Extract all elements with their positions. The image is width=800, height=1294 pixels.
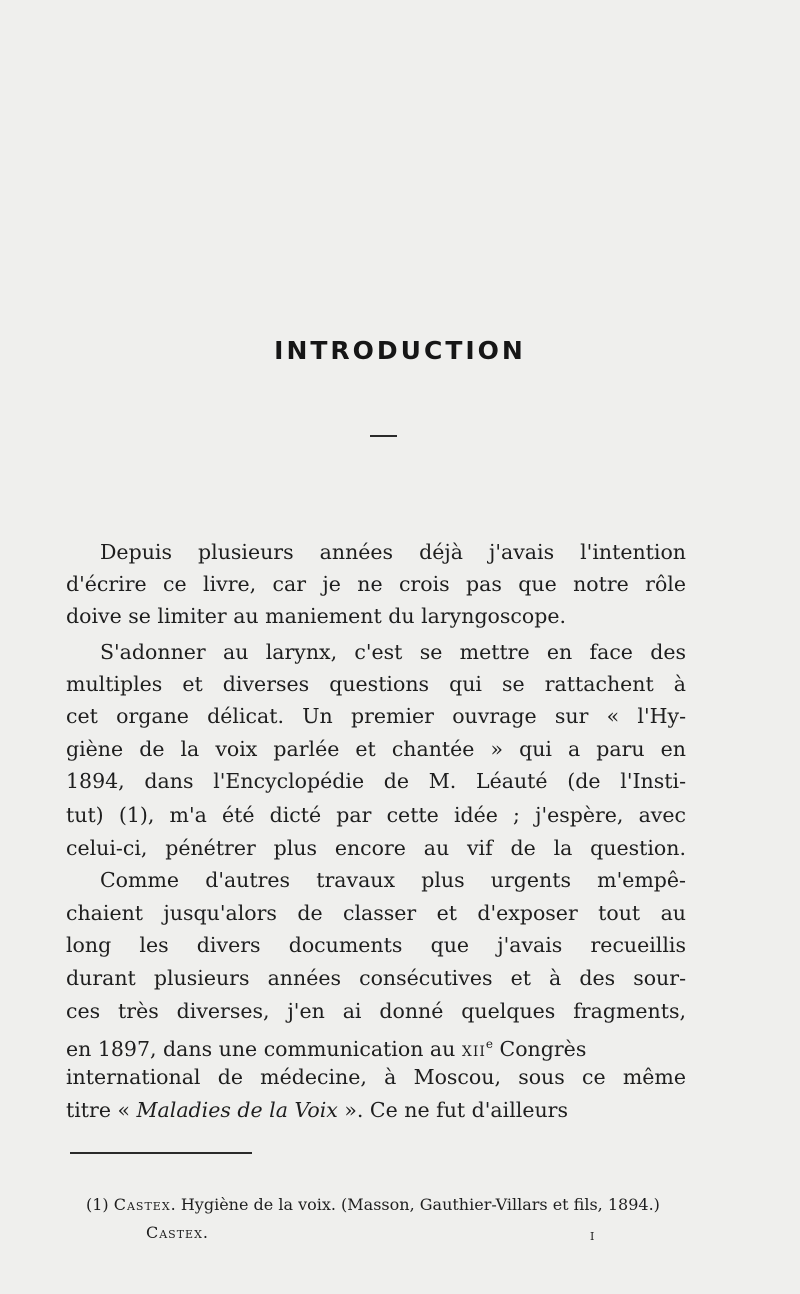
text-line: d'écrire ce livre, car je ne crois pas que notre rôle (66, 572, 686, 596)
text-line: chaient jusqu'alors de classer et d'exposer tout au (66, 901, 686, 925)
footnote-rule (70, 1152, 252, 1154)
text-line (66, 1094, 686, 1126)
roman-numeral: xii (461, 1036, 486, 1061)
text-line: Depuis plusieurs années déjà j'avais l'intention (100, 540, 686, 564)
text-line: ces très diverses, j'en ai donné quelques fragments, (66, 999, 686, 1023)
page-number: i (590, 1226, 596, 1244)
title-separator (370, 435, 397, 437)
page-title: INTRODUCTION (274, 336, 526, 365)
text-line: doive se limiter au maniement du laryngoscope. (66, 604, 567, 628)
text-line: tut) (1), m'a été dicté par cette idée ; j'espère, avec (66, 803, 686, 827)
footnote-author: Castex (113, 1195, 171, 1214)
line-text: en 1897, dans une communication au (66, 1036, 456, 1061)
line-text: ». Ce ne fut d'ailleurs (337, 1098, 568, 1122)
text-line: celui-ci, pénétrer plus encore au vif de la question. (66, 836, 686, 860)
text-line: durant plusieurs années consécutives et à des sour- (66, 966, 686, 990)
text-line (66, 1028, 686, 1060)
line-text: Congrès (493, 1036, 587, 1061)
text-line: international de médecine, à Moscou, sous ce même (66, 1065, 686, 1089)
text-line: long les divers documents que j'avais recueillis (66, 933, 686, 957)
text-line: multiples et diverses questions qui se rattachent à (66, 672, 686, 696)
italic-title: Maladies de la Voix (136, 1098, 338, 1122)
text-line: cet organe délicat. Un premier ouvrage sur « l'Hy- (66, 704, 686, 728)
line-text: titre « (66, 1098, 137, 1122)
text-line: 1894, dans l'Encyclopédie de M. Léauté (de l'Insti- (66, 769, 686, 793)
footnote-text: . Hygiène de la voix. (Masson, Gauthier-Villars et fils, 1894.) (170, 1195, 660, 1214)
signature-mark: Castex. (146, 1223, 210, 1242)
footnote (86, 1192, 692, 1218)
text-line: Comme d'autres travaux plus urgents m'empê- (100, 868, 686, 892)
footnote-marker: (1) (86, 1195, 114, 1214)
text-line: giène de la voix parlée et chantée » qui a paru en (66, 737, 686, 761)
superscript: e (485, 1037, 494, 1051)
text-line: S'adonner au larynx, c'est se mettre en face des (100, 640, 686, 664)
